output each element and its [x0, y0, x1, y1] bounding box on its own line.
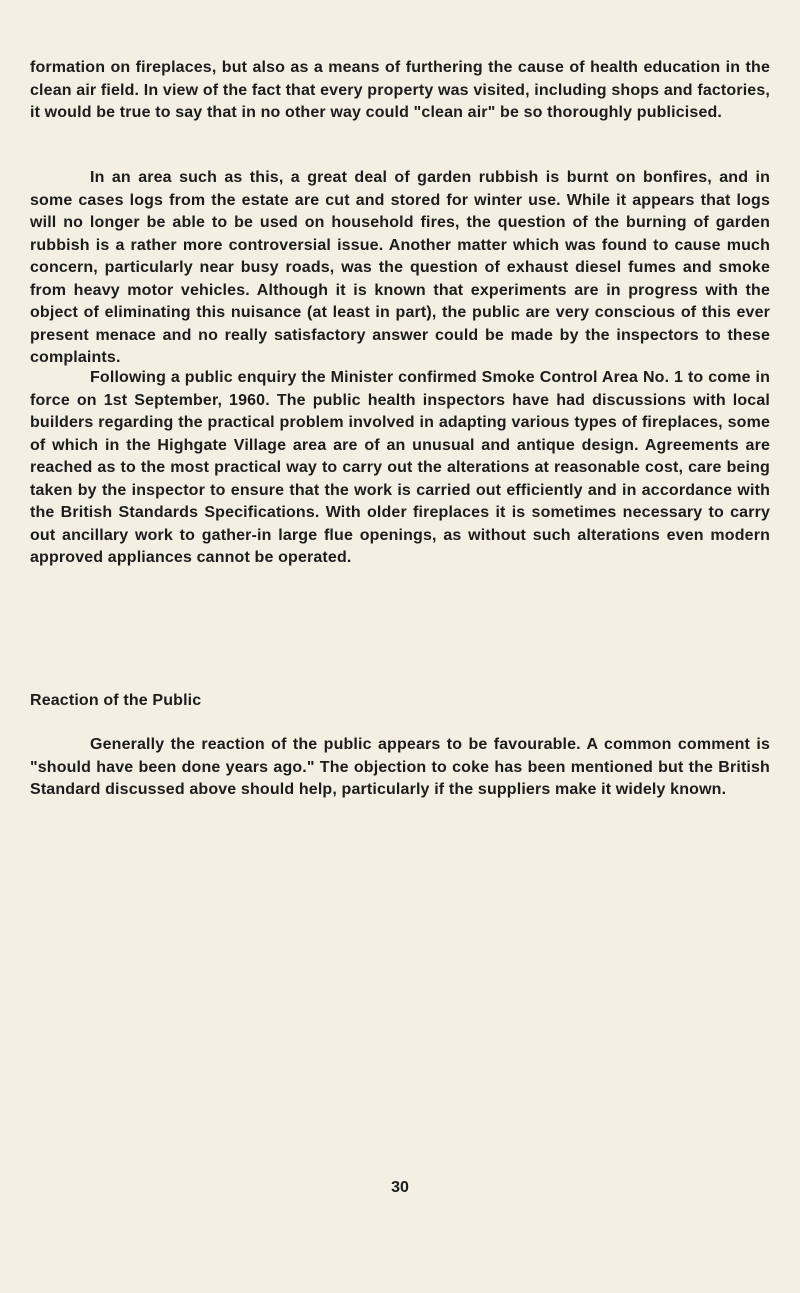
page-number: 30	[391, 1179, 409, 1196]
paragraph-smoke-control-area: Following a public enquiry the Minister confirmed Smoke Control Area No. 1 to come in force on 1st September, 1960. The public health inspectors have had discussions with local builders regarding the practical problem involved in adapting various types of fireplaces, some of which in the Highgate Village area are of an unusual and antique design. Agreements are reached as to the most practical way to carry out the alterations at reasonable cost, care being taken by the inspector to ensure that the work is carried out efficiently and in accordance with the British Standards Specifications. With older fireplaces it is sometimes necessary to carry out ancillary work to gather-in large flue openings, as without such alterations even modern approved appliances cannot be operated.	[30, 369, 770, 566]
paragraph-garden-rubbish-and-diesel: In an area such as this, a great deal of garden rubbish is burnt on bonfires, and in some cases logs from the estate are cut and stored for winter use. While it appears that logs will no longer be able to be used on household fires, the question of the burning of garden rubbish is a rather more controversial issue. Another matter which was found to cause much concern, particularly near busy roads, was the question of exhaust diesel fumes and smoke from heavy motor vehicles. Although it is known that experiments are in progress with the object of eliminating this nuisance (at least in part), the public are very conscious of this ever present menace and no really satisfactory answer could be made by the inspectors to these complaints.	[30, 169, 770, 366]
paragraph-clean-air-publicity: formation on fireplaces, but also as a means of furthering the cause of health education in the clean air field. In view of the fact that every property was visited, including shops and factories, it would be true to say that in no other way could "clean air" be so thoroughly publicised.	[30, 59, 770, 121]
paragraph-public-reaction: Generally the reaction of the public appears to be favourable. A common comment is "should have been done years ago." The objection to coke has been mentioned but the British Standard discussed above should help, particularly if the suppliers make it widely known.	[30, 736, 770, 798]
section-heading: Reaction of the Public	[30, 692, 202, 709]
